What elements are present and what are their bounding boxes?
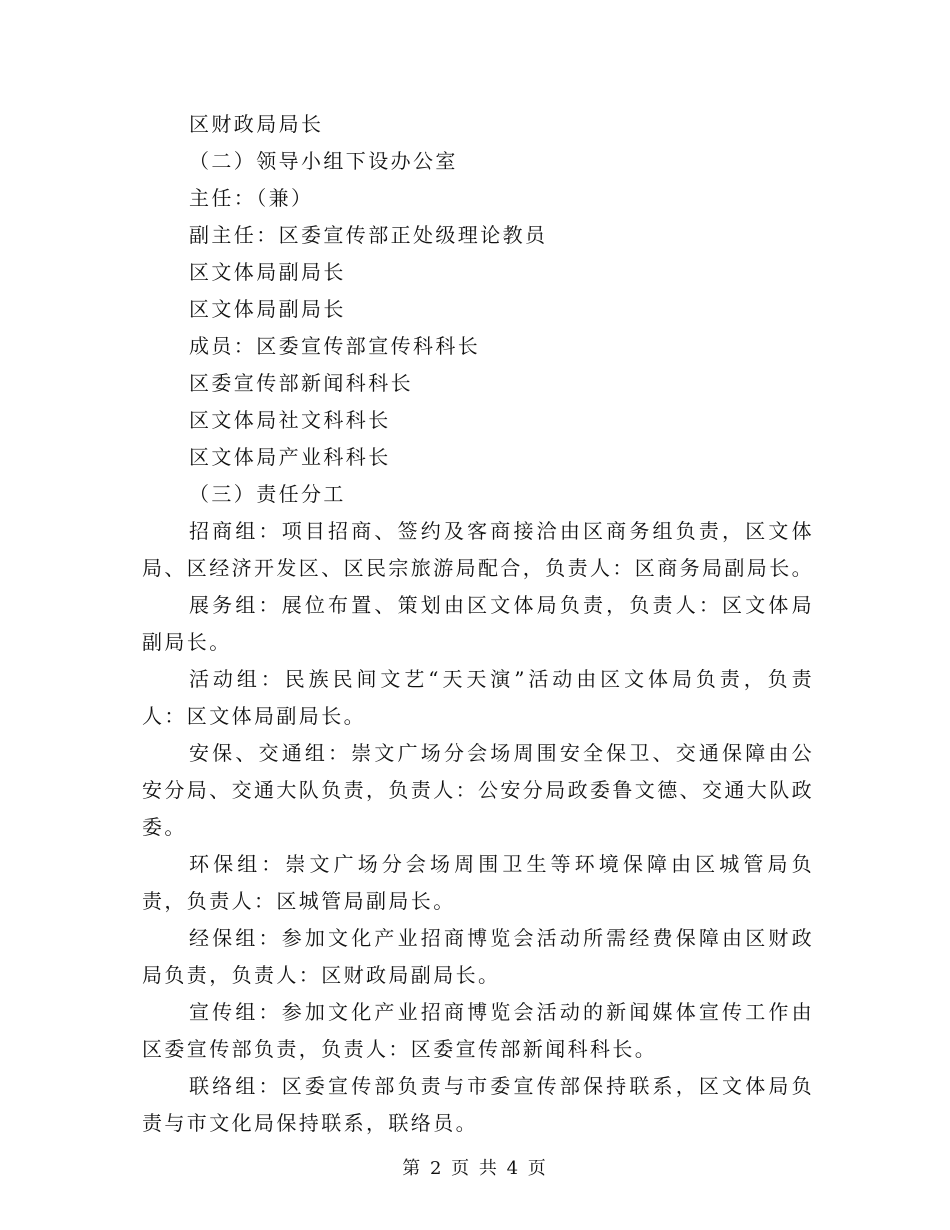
paragraph-exhibition-group: 展务组：展位布置、策划由区文体局负责，负责人：区文体局副局长。 (142, 593, 814, 654)
paragraph-publicity-group: 宣传组：参加文化产业招商博览会活动的新闻媒体宣传工作由区委宣传部负责，负责人：区委宣传部新闻科科长。 (142, 1000, 814, 1061)
text-line: 区委宣传部新闻科科长 (189, 371, 413, 395)
paragraph-activity-group: 活动组：民族民间文艺“天天演”活动由区文体局负责，负责人：区文体局副局长。 (142, 667, 814, 728)
document-body (142, 106, 814, 1142)
paragraph-funding-group: 经保组：参加文化产业招商博览会活动所需经费保障由区财政局负责，负责人：区财政局副局长。 (142, 926, 814, 987)
text-line: 区文体局社文科科长 (189, 408, 391, 432)
section-heading: （二）领导小组下设办公室 (189, 149, 458, 173)
section-heading: （三）责任分工 (189, 482, 346, 506)
paragraph-environment-group: 环保组：崇文广场分会场周围卫生等环境保障由区城管局负责，负责人：区城管局副局长。 (142, 852, 814, 913)
text-line: 区文体局副局长 (189, 260, 346, 284)
text-line: 副主任：区委宣传部正处级理论教员 (189, 223, 548, 247)
text-line: 区财政局局长 (189, 112, 324, 136)
text-line: 成员：区委宣传部宣传科科长 (189, 334, 481, 358)
paragraph-investment-group: 招商组：项目招商、签约及客商接洽由区商务组负责，区文体局、区经济开发区、区民宗旅游局配合，负责人：区商务局副局长。 (142, 519, 814, 580)
text-line: 区文体局副局长 (189, 297, 346, 321)
paragraph-security-traffic-group: 安保、交通组：崇文广场分会场周围安全保卫、交通保障由公安分局、交通大队负责，负责人：公安分局政委鲁文德、交通大队政委。 (142, 741, 814, 839)
text-line: 区文体局产业科科长 (189, 445, 391, 469)
text-line: 主任：（兼） (189, 186, 314, 210)
paragraph-liaison-group: 联络组：区委宣传部负责与市委宣传部保持联系，区文体局负责与市文化局保持联系，联络员。 (142, 1074, 814, 1135)
page-number: 第 2 页 共 4 页 (402, 1158, 548, 1179)
